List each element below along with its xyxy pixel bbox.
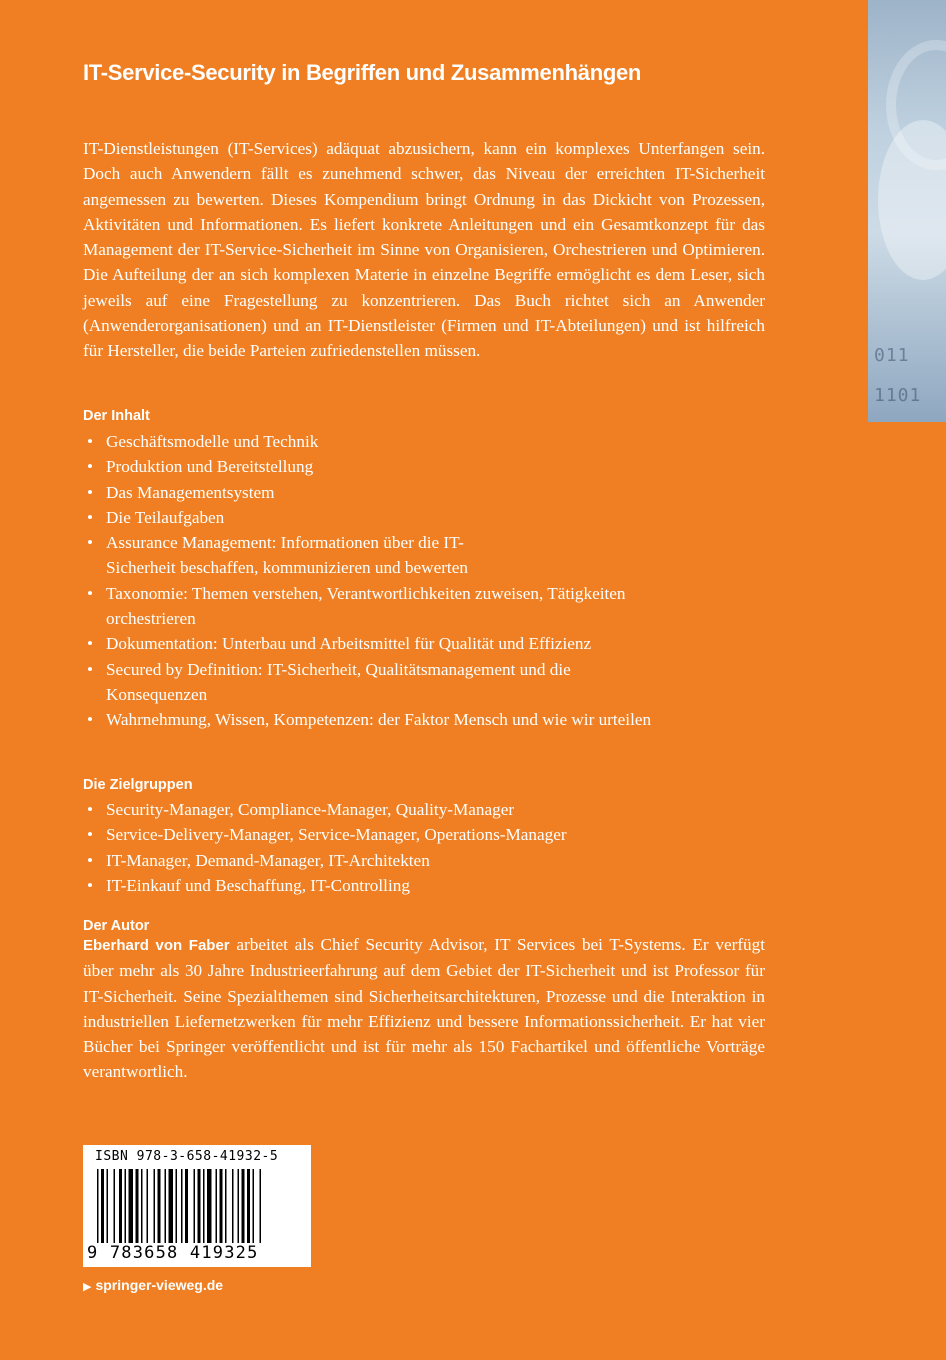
- barcode-bar: [141, 1169, 143, 1243]
- barcode-bar: [225, 1169, 227, 1243]
- barcode-bar: [216, 1169, 218, 1243]
- barcode-bar: [158, 1169, 161, 1243]
- barcode-bar: [260, 1169, 262, 1243]
- barcode-bar: [169, 1169, 174, 1243]
- list-item: • Assurance Management: Informationen über die IT-Sicherheit beschaffen, kommunizieren und bewerten: [83, 530, 526, 581]
- list-item: • Service-Delivery-Manager, Service-Manager, Operations-Manager: [83, 822, 723, 847]
- decorative-binary: 011: [874, 345, 910, 366]
- barcode-bar: [114, 1169, 116, 1243]
- content-list: [83, 429, 723, 733]
- bullet-icon: •: [87, 533, 94, 553]
- isbn-label: ISBN 978-3-658-41932-5: [95, 1149, 279, 1164]
- barcode-bar: [220, 1169, 223, 1243]
- bullet-icon: •: [87, 825, 94, 845]
- publisher-website[interactable]: [83, 1277, 223, 1293]
- list-item: • Produktion und Bereitstellung: [83, 454, 723, 479]
- barcode-bar: [129, 1169, 134, 1243]
- list-item: • Geschäftsmodelle und Technik: [83, 429, 723, 454]
- barcode-bar: [185, 1169, 188, 1243]
- content-heading: Der Inhalt: [83, 408, 150, 424]
- barcode-bars-icon: [97, 1169, 297, 1243]
- triangle-arrow-icon: ▶: [83, 1281, 92, 1293]
- list-item: • Wahrnehmung, Wissen, Kompetenzen: der Faktor Mensch und wie wir urteilen: [83, 707, 666, 732]
- author-heading: Der Autor: [83, 918, 150, 934]
- list-item: • Secured by Definition: IT-Sicherheit, Qualitätsmanagement und die Konsequenzen: [83, 657, 666, 708]
- bullet-icon: •: [87, 659, 94, 679]
- barcode-bar: [101, 1169, 104, 1243]
- decorative-glow: [878, 120, 946, 280]
- audience-heading: Die Zielgruppen: [83, 777, 193, 793]
- intro-paragraph: IT-Dienstleistungen (IT-Services) adäquat abzusichern, kann ein komplexes Unterfangen sein. Doch auch Anwendern fällt es zunehmend schwer, das Niveau der erreichten IT-Sicherheit angemessen zu bewerten. Dieses Kompendium bringt Ordnung in das Dickicht von Prozessen, Aktivitäten und Informationen. Es liefert konkrete Anleitungen und ein Gesamtkonzept für das Management der IT-Service-Sicherheit im Sinne von Organisieren, Orchestrieren und Optimieren. Die Aufteilung der an sich komplexen Materie in einzelne Begriffe ermöglicht es dem Leser, sich jeweils auf eine Fragestellung zu konzentrieren. Das Buch richtet sich an Anwender (Anwenderorganisationen) und an IT-Dienstleister (Firmen und IT-Abteilungen) und ist hilfreich für Hersteller, die beide Parteien zufriedenstellen müssen.: [83, 139, 765, 361]
- bullet-icon: •: [87, 432, 94, 451]
- barcode-bar: [165, 1169, 167, 1243]
- list-item: • Die Teilaufgaben: [83, 505, 723, 530]
- list-item: • Taxonomie: Themen verstehen, Verantwortlichkeiten zuweisen, Tätigkeiten orchestrieren: [83, 581, 646, 632]
- barcode-bar: [154, 1169, 156, 1243]
- barcode-bar: [194, 1169, 196, 1243]
- barcode-bar: [247, 1169, 250, 1243]
- barcode-bar: [107, 1169, 109, 1243]
- audience-list: [83, 797, 723, 898]
- bullet-icon: •: [87, 850, 94, 870]
- author-paragraph: [83, 932, 765, 1085]
- barcode-bar: [125, 1169, 127, 1243]
- bullet-icon: •: [87, 800, 94, 819]
- bullet-icon: •: [87, 507, 94, 527]
- barcode-bar: [242, 1169, 245, 1243]
- list-item: • IT-Einkauf und Beschaffung, IT-Controlling: [83, 873, 723, 898]
- bullet-icon: •: [87, 482, 94, 502]
- cover-art-strip: [868, 0, 946, 422]
- author-name: Eberhard von Faber: [83, 937, 230, 954]
- list-item: • Security-Manager, Compliance-Manager, Quality-Manager: [83, 797, 723, 822]
- barcode-bar: [136, 1169, 139, 1243]
- barcode-bar: [253, 1169, 255, 1243]
- bullet-icon: •: [87, 634, 94, 654]
- bullet-icon: •: [87, 583, 94, 603]
- list-item: • Das Managementsystem: [83, 480, 723, 505]
- list-item: • Dokumentation: Unterbau und Arbeitsmittel für Qualität und Effizienz: [83, 631, 723, 656]
- decorative-binary: 1101: [874, 385, 922, 406]
- list-item: • IT-Manager, Demand-Manager, IT-Architekten: [83, 848, 723, 873]
- barcode-bar: [176, 1169, 178, 1243]
- ean-digits: 9 783658 419325: [87, 1243, 259, 1263]
- barcode-bar: [97, 1169, 99, 1243]
- bullet-icon: •: [87, 457, 94, 477]
- barcode-bar: [181, 1169, 183, 1243]
- bullet-icon: •: [87, 710, 94, 730]
- barcode-bar: [238, 1169, 240, 1243]
- barcode-bar: [203, 1169, 205, 1243]
- barcode-bar: [119, 1169, 122, 1243]
- bullet-icon: •: [87, 875, 94, 895]
- barcode-bar: [232, 1169, 234, 1243]
- author-bio: arbeitet als Chief Security Advisor, IT Services bei T-Systems. Er verfügt über mehr als 30 Jahre Industrieerfahrung auf dem Gebiet der IT-Sicherheit und ist Professor für IT-Sicherheit. Seine Spezialthemen sind Sicherheitsarchitekturen, Prozesse und die Interaktion in industriellen Liefernetzwerken für mehr Effizienz und bessere Informationssicherheit. Er hat vier Bücher bei Springer veröffentlicht und ist für mehr als 150 Fachartikel und öffentliche Vorträge verantwortlich.: [83, 935, 766, 1082]
- barcode-bar: [207, 1169, 212, 1243]
- barcode-bar: [198, 1169, 201, 1243]
- website-label: springer-vieweg.de: [95, 1277, 224, 1293]
- page-title: IT-Service-Security in Begriffen und Zusammenhängen: [83, 60, 642, 85]
- isbn-barcode: [83, 1145, 311, 1267]
- barcode-bar: [147, 1169, 149, 1243]
